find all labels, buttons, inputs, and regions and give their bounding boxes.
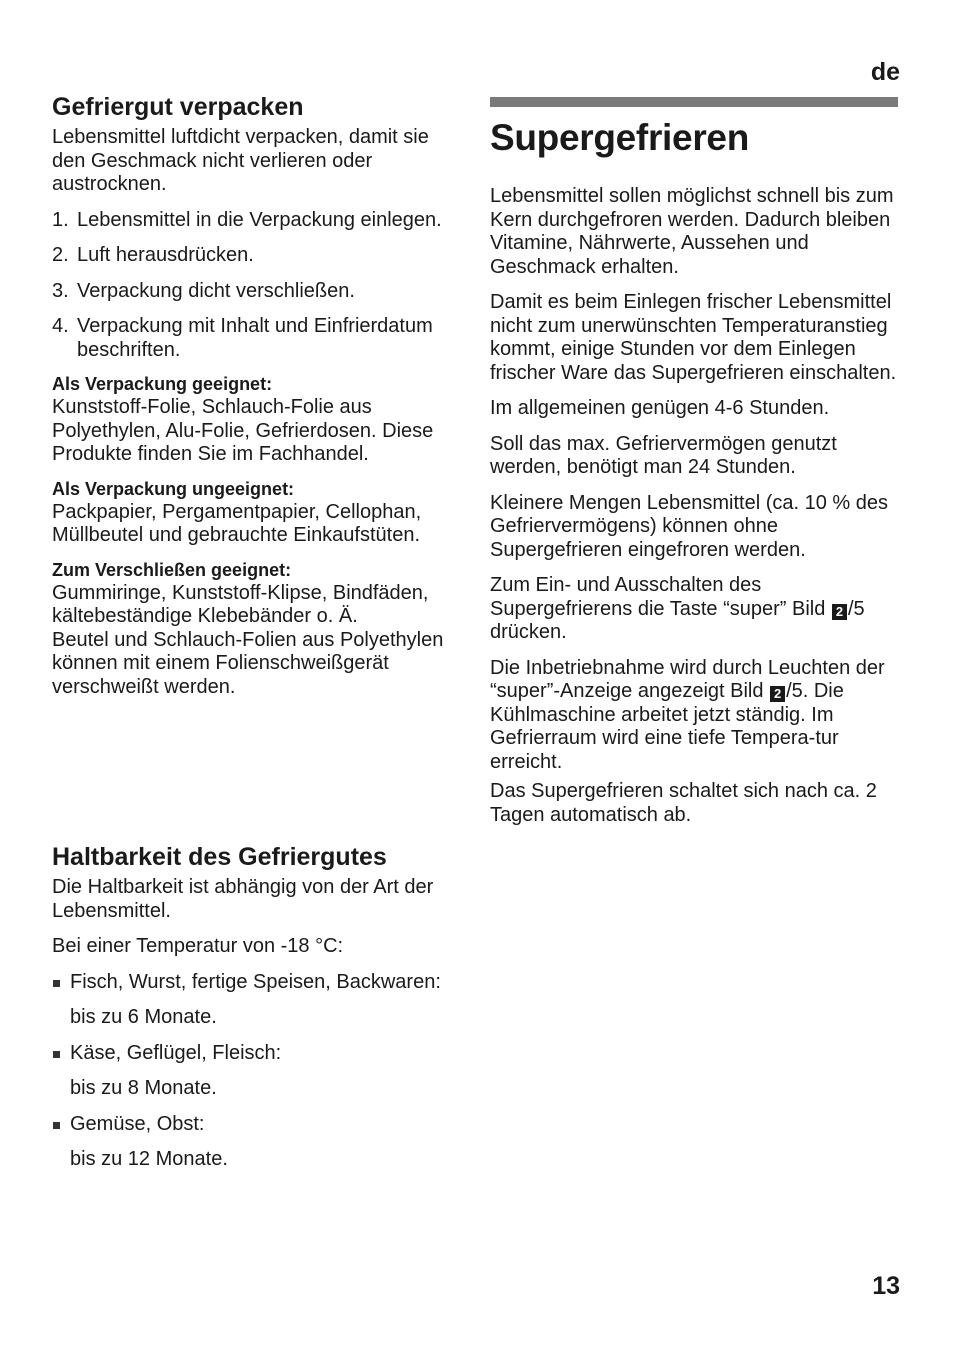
shelf-intro: Die Haltbarkeit ist abhängig von der Art der Lebensmittel. bbox=[52, 876, 434, 922]
list-item: 3. Verpackung dicht verschließen. bbox=[52, 279, 355, 302]
wrap-intro: Lebensmittel luftdicht verpacken, damit sie den Geschmack nicht verlieren oder austrocknen. bbox=[52, 126, 429, 195]
wrap-steps-list bbox=[52, 209, 464, 363]
page-number: 13 bbox=[872, 1272, 900, 1300]
shelf-temperature: Bei einer Temperatur von -18 °C: bbox=[52, 935, 344, 957]
list-item: 4. Verpackung mit Inhalt und Einfrierdatum beschriften. bbox=[52, 315, 433, 361]
bullet-icon bbox=[52, 1113, 70, 1137]
section-divider-bar bbox=[490, 97, 898, 107]
figure-reference-icon: 2 bbox=[832, 604, 847, 620]
paragraph: Damit es beim Einlegen frischer Lebensmittel nicht zum unerwünschten Temperaturanstieg kommt, einige Stunden vor dem Einlegen frischer Ware das Supergefrieren einschalten. bbox=[490, 291, 897, 384]
supergefrieren-section bbox=[490, 116, 904, 827]
subheading-suitable: Als Verpackung geeignet: bbox=[52, 374, 273, 394]
paragraph: Soll das max. Gefriervermögen genutzt werden, benötigt man 24 Stunden. bbox=[490, 432, 837, 478]
paragraph: Das Supergefrieren schaltet sich nach ca. 2 Tagen automatisch ab. bbox=[490, 780, 877, 826]
unsuitable-text: Packpapier, Pergamentpapier, Cellophan, Müllbeutel und gebrauchte Einkaufstüten. bbox=[52, 500, 422, 546]
paragraph: Die Inbetriebnahme wird durch Leuchten der “super”-Anzeige angezeigt Bild 2 /5. Die Kühlmaschine arbeitet jetzt ständig. Im Gefrierraum wird eine tiefe Tempera-tur erreicht. bbox=[490, 656, 885, 773]
paragraph: Im allgemeinen genügen 4-6 Stunden. bbox=[490, 397, 830, 419]
bullet-icon bbox=[52, 971, 70, 995]
list-item: 2. Luft herausdrücken. bbox=[52, 244, 254, 266]
bullet-icon bbox=[52, 1042, 70, 1066]
list-item: Gemüse, Obst: bis zu 12 Monate. bbox=[52, 1113, 464, 1172]
list-item: Käse, Geflügel, Fleisch: bis zu 8 Monate. bbox=[52, 1042, 464, 1101]
closing-text-1: Gummiringe, Kunststoff-Klipse, Bindfäden, kältebeständige Klebebänder o. Ä. bbox=[52, 581, 429, 627]
page-title: Supergefrieren bbox=[490, 117, 749, 158]
closing-text-2: Beutel und Schlauch-Folien aus Polyethylen können mit einem Folienschweißgerät verschweißt werden. bbox=[52, 628, 444, 698]
list-item: 1. Lebensmittel in die Verpackung einlegen. bbox=[52, 208, 442, 231]
list-item: Fisch, Wurst, fertige Speisen, Backwaren: bis zu 6 Monate. bbox=[52, 971, 464, 1030]
paragraph: Kleinere Mengen Lebensmittel (ca. 10 % des Gefriervermögens) können ohne Supergefrieren eingefroren werden. bbox=[490, 491, 889, 561]
suitable-text: Kunststoff-Folie, Schlauch-Folie aus Polyethylen, Alu-Folie, Gefrierdosen. Diese Produkte finden Sie im Fachhandel. bbox=[52, 396, 434, 465]
shelf-life-list bbox=[52, 971, 464, 1172]
subheading-closing: Zum Verschließen geeignet: bbox=[52, 559, 292, 580]
language-code: de bbox=[870, 58, 900, 86]
wrap-section bbox=[52, 92, 464, 699]
shelf-life-section bbox=[52, 842, 464, 1172]
section-heading-shelf-life: Haltbarkeit des Gefriergutes bbox=[52, 843, 387, 871]
duration: bis zu 12 Monate. bbox=[70, 1148, 228, 1170]
subheading-unsuitable: Als Verpackung ungeeignet: bbox=[52, 478, 295, 499]
paragraph: Zum Ein- und Ausschalten des Supergefrierens die Taste “super” Bild 2 /5 drücken. bbox=[490, 574, 865, 643]
paragraph: Lebensmittel sollen möglichst schnell bis zum Kern durchgefroren werden. Dadurch bleiben Vitamine, Nährwerte, Aussehen und Geschmack erhalten. bbox=[490, 185, 894, 278]
duration: bis zu 6 Monate. bbox=[70, 1006, 217, 1028]
section-heading-wrapping: Gefriergut verpacken bbox=[52, 93, 304, 121]
duration: bis zu 8 Monate. bbox=[70, 1077, 217, 1099]
figure-reference-icon: 2 bbox=[770, 686, 785, 702]
